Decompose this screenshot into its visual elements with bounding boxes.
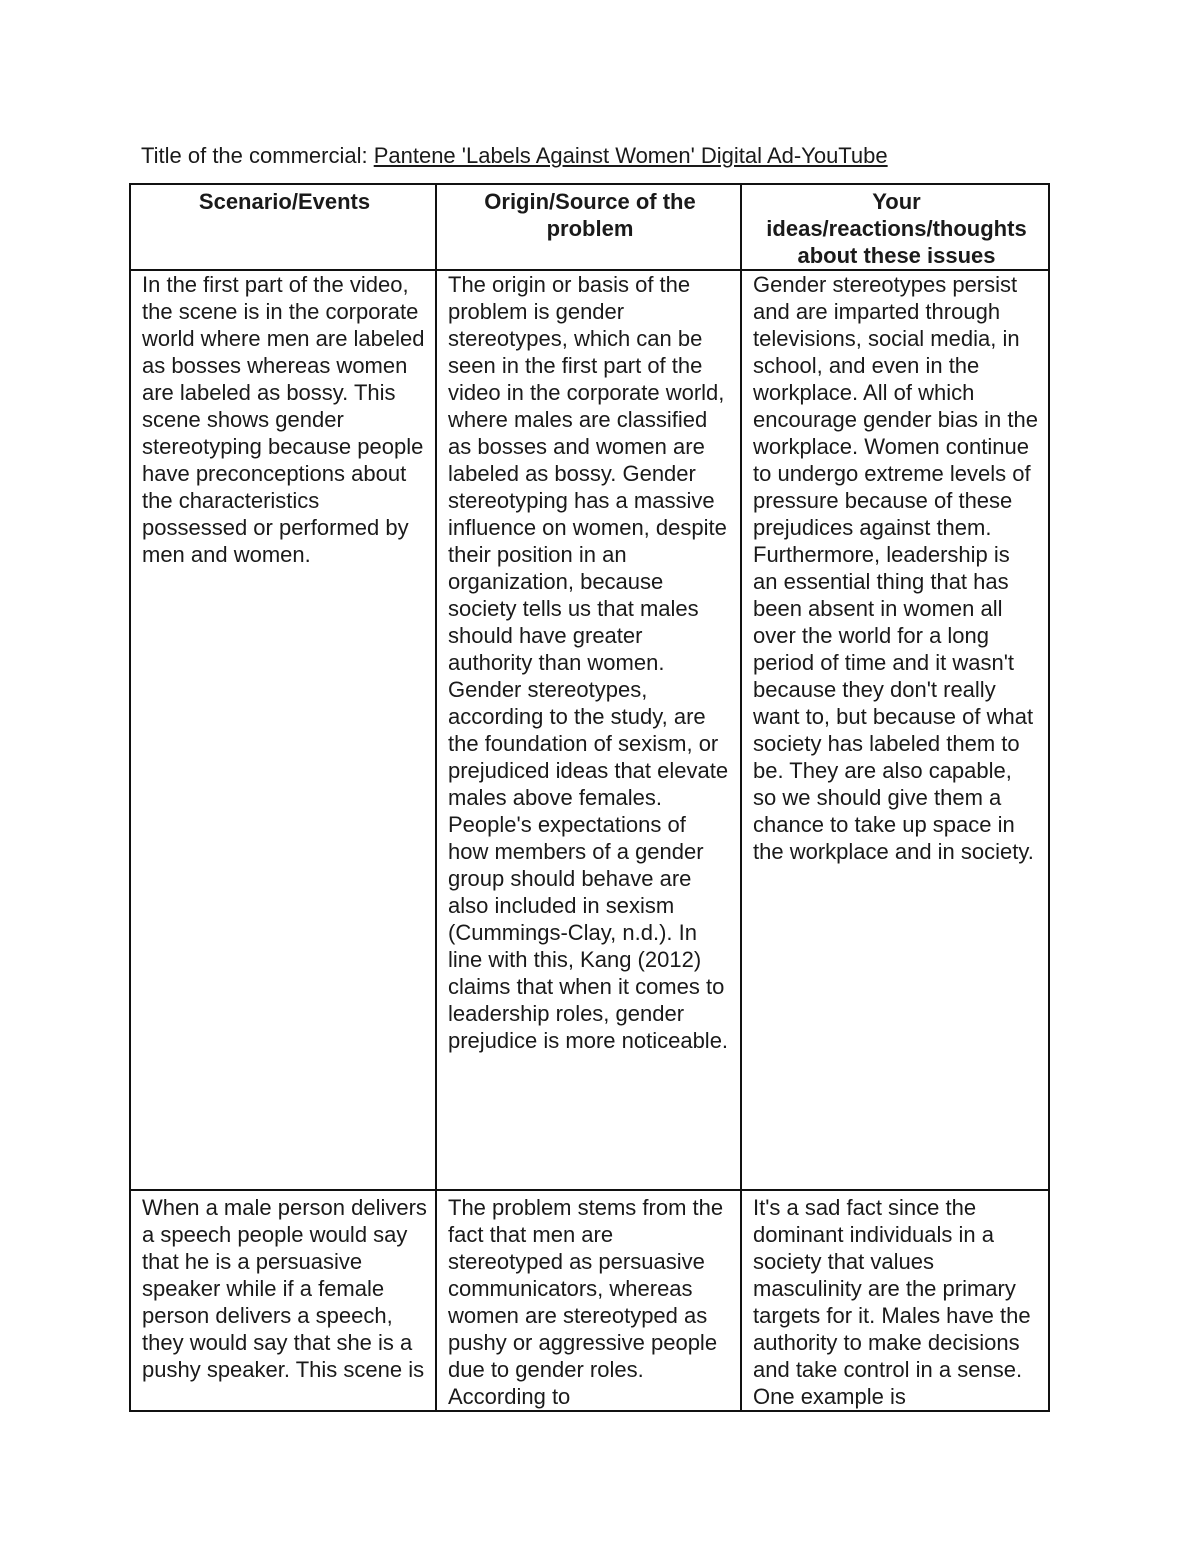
row2-origin-text: The problem stems from the fact that men are stereotyped as persuasive communicators, whereas women are stereotyped as pushy or aggressive people due to gender roles. According to <box>448 1195 724 1409</box>
header-ideas-reactions: Your ideas/reactions/thoughts about these issues <box>741 184 1049 270</box>
row1-ideas-cell: Gender stereotypes persist and are imparted through televisions, social media, in school, and even in the workplace. All of which encourage gender bias in the workplace. Women continue to undergo extreme levels of pressure because of these prejudices against them. Furthermore, leadership is an essential thing that has been absent in women all over the world for a long period of time and it wasn't because they don't really want to, but because of what society has labeled them to be. They are also capable, so we should give them a chance to take up space in the workplace and in society. <box>741 270 1049 1190</box>
row2-ideas-cell <box>741 1190 1049 1411</box>
row1-origin-cell: The origin or basis of the problem is gender stereotypes, which can be seen in the first part of the video in the corporate world, where males are classified as bosses and women are labeled as bossy. Gender stereotyping has a massive influence on women, despite their position in an organization, because society tells us that males should have greater authority than women. Gender stereotypes, according to the study, are the foundation of sexism, or prejudiced ideas that elevate males above females. People's expectations of how members of a gender group should behave are also included in sexism (Cummings-Clay, n.d.). In line with this, Kang (2012) claims that when it comes to leadership roles, gender prejudice is more noticeable. <box>436 270 741 1190</box>
commercial-title <box>141 143 888 169</box>
header-origin-source: Origin/Source of the problem <box>436 184 741 270</box>
header-scenario-events: Scenario/Events <box>130 184 436 270</box>
row2-scenario-cell <box>130 1190 436 1411</box>
table-row <box>130 1190 1049 1411</box>
row2-origin-cell <box>436 1190 741 1411</box>
analysis-table <box>129 183 1050 1412</box>
title-value: Pantene 'Labels Against Women' Digital Ad-YouTube <box>373 143 888 168</box>
row1-scenario-cell: In the first part of the video, the scene is in the corporate world where men are labeled as bosses whereas women are labeled as bossy. This scene shows gender stereotyping because people have preconceptions about the characteristics possessed or performed by men and women. <box>130 270 436 1190</box>
row2-ideas-text: It's a sad fact since the dominant individuals in a society that values masculinity are the primary targets for it. Males have the authority to make decisions and take control in a sense. One example is <box>753 1195 1031 1409</box>
title-label: Title of the commercial: <box>141 143 374 168</box>
table-header-row <box>130 184 1049 270</box>
table-row <box>130 270 1049 1190</box>
row2-scenario-text: When a male person delivers a speech people would say that he is a persuasive speaker while if a female person delivers a speech, they would say that she is a pushy speaker. This scene is <box>142 1195 427 1382</box>
